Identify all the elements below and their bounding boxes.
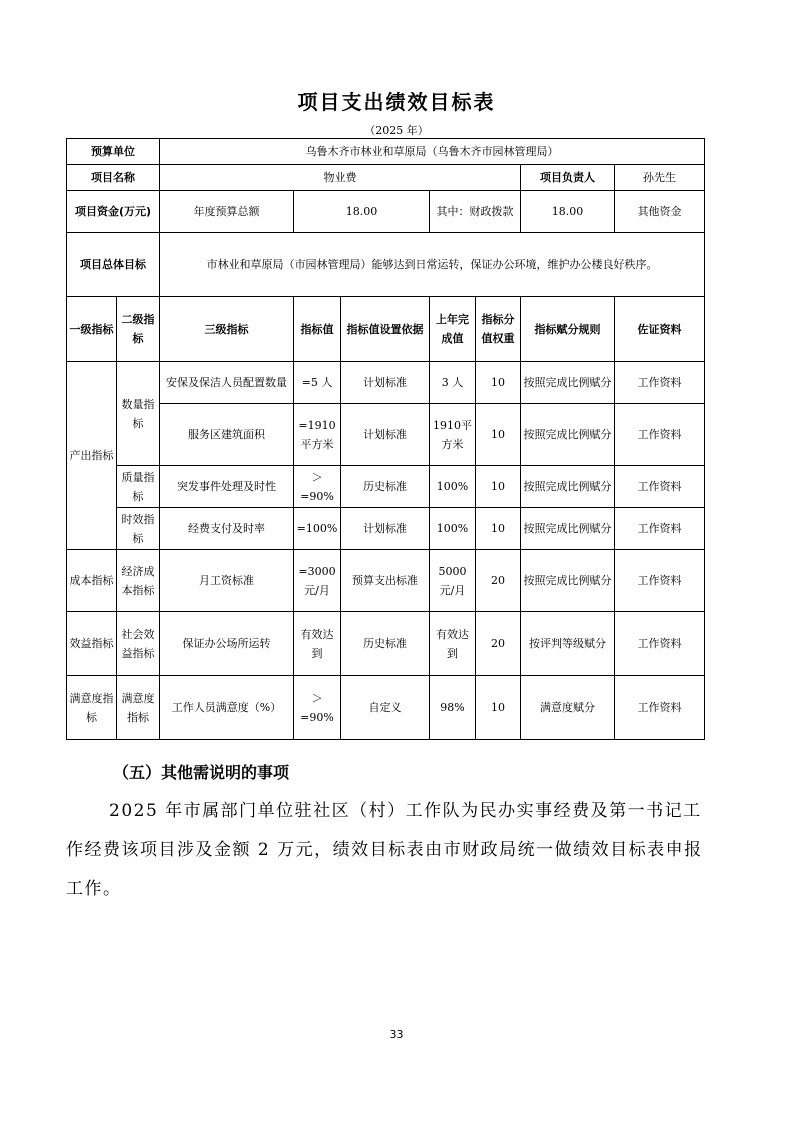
section-heading: （五）其他需说明的事项 [113, 763, 290, 782]
annual-budget-value: 18.00 [294, 191, 430, 233]
scoring-rule: 按照完成比例赋分 [521, 466, 615, 508]
prev-year-value: 98% [430, 676, 476, 740]
indicator-value: ＞=90% [294, 676, 341, 740]
header-basis: 指标值设置依据 [341, 297, 430, 362]
header-level3: 三级指标 [160, 297, 294, 362]
indicator-weight: 20 [476, 550, 521, 612]
document-title: 项目支出绩效目标表 [297, 90, 496, 114]
overall-goal-value: 市林业和草原局（市园林管理局）能够达到日常运转，保证办公环境，维护办公楼良好秩序。 [160, 233, 705, 297]
level2-social-benefit: 社会效益指标 [117, 612, 160, 676]
header-evidence: 佐证资料 [615, 297, 705, 362]
evidence: 工作资料 [615, 508, 705, 550]
indicator-value: ＞=90% [294, 466, 341, 508]
scoring-rule: 满意度赋分 [521, 676, 615, 740]
other-funds-label: 其他资金 [615, 191, 705, 233]
table-row [67, 362, 705, 404]
level1-benefit: 效益指标 [67, 612, 117, 676]
prev-year-value: 1910平方米 [430, 404, 476, 466]
document-year: （2025 年） [364, 124, 429, 137]
evidence: 工作资料 [615, 404, 705, 466]
header-scoring-rule: 指标赋分规则 [521, 297, 615, 362]
overall-goal-label: 项目总体目标 [67, 233, 160, 297]
evidence: 工作资料 [615, 466, 705, 508]
level2-economic-cost: 经济成本指标 [117, 550, 160, 612]
prev-year-value: 有效达到 [430, 612, 476, 676]
indicator-basis: 自定义 [341, 676, 430, 740]
scoring-rule: 按评判等级赋分 [521, 612, 615, 676]
level1-output: 产出指标 [67, 362, 117, 550]
indicator-basis: 历史标准 [341, 466, 430, 508]
indicator-value: =3000元/月 [294, 550, 341, 612]
evidence: 工作资料 [615, 676, 705, 740]
level2-satisfaction: 满意度指标 [117, 676, 160, 740]
level3-indicator: 经费支付及时率 [160, 508, 294, 550]
project-name-value: 物业费 [160, 165, 521, 191]
budget-unit-value: 乌鲁木齐市林业和草原局（乌鲁木齐市园林管理局） [160, 139, 705, 165]
evidence: 工作资料 [615, 362, 705, 404]
table-row [67, 404, 705, 466]
header-prev-year: 上年完成值 [430, 297, 476, 362]
table-row [67, 466, 705, 508]
indicator-value: =5 人 [294, 362, 341, 404]
level3-indicator: 服务区建筑面积 [160, 404, 294, 466]
indicator-weight: 10 [476, 404, 521, 466]
indicator-weight: 10 [476, 362, 521, 404]
indicator-weight: 10 [476, 676, 521, 740]
indicator-basis: 历史标准 [341, 612, 430, 676]
scoring-rule: 按照完成比例赋分 [521, 404, 615, 466]
prev-year-value: 100% [430, 466, 476, 508]
indicator-weight: 20 [476, 612, 521, 676]
header-weight: 指标分值权重 [476, 297, 521, 362]
prev-year-value: 5000元/月 [430, 550, 476, 612]
project-funds-label: 项目资金(万元) [67, 191, 160, 233]
project-leader-label: 项目负责人 [521, 165, 615, 191]
indicator-value: =1910平方米 [294, 404, 341, 466]
table-row [67, 550, 705, 612]
fiscal-allocation-value: 18.00 [521, 191, 615, 233]
level1-cost: 成本指标 [67, 550, 117, 612]
prev-year-value: 3 人 [430, 362, 476, 404]
level2-quality: 质量指标 [117, 466, 160, 508]
page-number: 33 [389, 1028, 404, 1041]
indicator-basis: 计划标准 [341, 362, 430, 404]
level3-indicator: 工作人员满意度（%） [160, 676, 294, 740]
indicator-weight: 10 [476, 508, 521, 550]
body-paragraph: 2025 年市属部门单位驻社区（村）工作队为民办实事经费及第一书记工作经费该项目涉及金额 2 万元，绩效目标表由市财政局统一做绩效目标表申报工作。 [66, 801, 703, 899]
table-row [67, 676, 705, 740]
project-leader-value: 孙先生 [615, 165, 705, 191]
level3-indicator: 安保及保洁人员配置数量 [160, 362, 294, 404]
indicator-basis: 预算支出标准 [341, 550, 430, 612]
header-value: 指标值 [294, 297, 341, 362]
indicator-value: 有效达到 [294, 612, 341, 676]
table-row [67, 508, 705, 550]
project-name-label: 项目名称 [67, 165, 160, 191]
fiscal-allocation-label: 其中：财政拨款 [430, 191, 521, 233]
evidence: 工作资料 [615, 550, 705, 612]
level3-indicator: 突发事件处理及时性 [160, 466, 294, 508]
performance-target-table [66, 138, 705, 740]
header-level1: 一级指标 [67, 297, 117, 362]
level3-indicator: 月工资标准 [160, 550, 294, 612]
scoring-rule: 按照完成比例赋分 [521, 550, 615, 612]
budget-unit-label: 预算单位 [67, 139, 160, 165]
table-row [67, 612, 705, 676]
annual-budget-label: 年度预算总额 [160, 191, 294, 233]
level2-timeliness: 时效指标 [117, 508, 160, 550]
level3-indicator: 保证办公场所运转 [160, 612, 294, 676]
scoring-rule: 按照完成比例赋分 [521, 508, 615, 550]
level2-quantity: 数量指标 [117, 362, 160, 466]
scoring-rule: 按照完成比例赋分 [521, 362, 615, 404]
header-level2: 二级指标 [117, 297, 160, 362]
indicator-basis: 计划标准 [341, 404, 430, 466]
indicator-basis: 计划标准 [341, 508, 430, 550]
level1-satisfaction: 满意度指标 [67, 676, 117, 740]
indicator-weight: 10 [476, 466, 521, 508]
indicator-value: =100% [294, 508, 341, 550]
prev-year-value: 100% [430, 508, 476, 550]
evidence: 工作资料 [615, 612, 705, 676]
